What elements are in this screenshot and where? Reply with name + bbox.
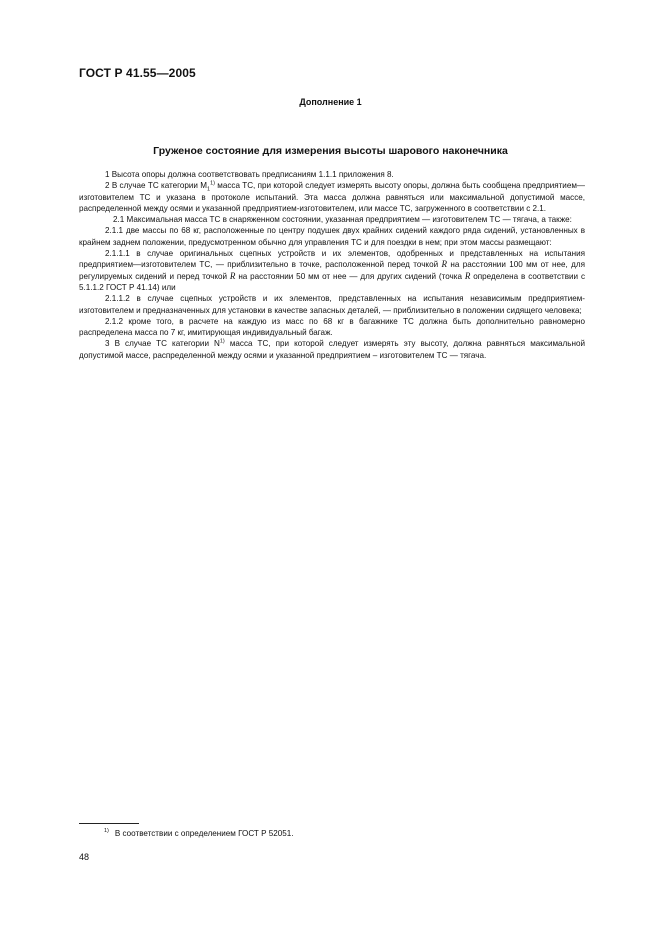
paragraph-2-1-2: 2.1.2 кроме того, в расчете на каждую из масс по 68 кг в багажнике ТС должна быть дополнительно равномерно распределена масса по 7 кг, имитирующая индивидуальный багаж. [79, 316, 585, 338]
page-number: 48 [79, 852, 90, 862]
paragraph-2-1-1: 2.1.1 две массы по 68 кг, расположенные по центру подушек двух крайних сидений каждого ряда сидений, установленных в крайнем заднем положении, предусмотренном обычно для управления ТС и для поездки в нем; при этом массы размещают: [79, 226, 585, 247]
paragraph-2-text-a: 2 В случае ТС категории M [105, 181, 208, 191]
paragraph-2-1-1-2: 2.1.1.2 в случае сцепных устройств и их элементов, представленных на испытания независимым предприятием-изготовителем и предназначенных для установки в качестве запасных деталей, — приблизительно в положении сидящего человека; [79, 294, 585, 315]
paragraph-2-1-1-1-text-b: на расстоянии 100 мм от нее, для регулируемых сидений и перед точкой [79, 260, 585, 281]
appendix-label: Дополнение 1 [299, 97, 362, 107]
category-subscript: 1 [207, 186, 211, 193]
paragraph-2-text-b: масса ТС, при которой следует измерять высоту опоры, должна быть сообщена предприятием—изготовителем ТС и указана в протоколе испытаний. Эта масса должна равняться или максимальной допустимой массе, распределенной между осями и указанной предприятием-изготовителем, или массе ТС, загруженного в соответствии с 2.1. [79, 181, 585, 213]
section-title: Груженое состояние для измерения высоты шарового наконечника [153, 145, 508, 157]
paragraph-2-1: 2.1 Максимальная масса ТС в снаряженном состоянии, указанная предприятием — изготовителем ТС — тягача, а также: [113, 215, 572, 225]
footnote-ref: 1) [219, 338, 225, 345]
paragraph-2-1-1-1-text-a: 2.1.1.1 в случае оригинальных сцепных устройств и их элементов, одобренных и представленных на испытания предприятием—изготовителем ТС, — приблизительно в точке, расположенной перед точкой [79, 249, 585, 270]
paragraph-1: 1 Высота опоры должна соответствовать предписаниям 1.1.1 приложения 8. [105, 170, 394, 179]
paragraph-3-text-b: масса ТС, при которой следует измерять эту высоту, должна равняться максимальной допустимой массе, распределенной между осями и указанной предприятием – изготовителем ТС — тягача. [79, 339, 585, 360]
footnote [104, 829, 294, 838]
point-r-symbol: R [464, 270, 471, 281]
paragraph-3-text-a: 3 В случае ТС категории N [105, 339, 220, 349]
paragraph-2-1-1-1-text-d: определена в соответствии с 5.1.1.2 ГОСТ Р 41.14) или [79, 271, 586, 292]
point-r-symbol: R [441, 259, 447, 270]
point-r-symbol: R [229, 270, 236, 281]
footnote-ref: 1) [210, 180, 215, 187]
paragraph-2-1-1-1 [79, 248, 585, 293]
footnote-text: В соответствии с определением ГОСТ Р 52051. [114, 829, 294, 838]
paragraph-2 [79, 180, 585, 214]
footnote-mark: 1) [104, 828, 109, 835]
paragraph-2-1-1-1-text-c: на расстоянии 50 мм от нее — для других сидений (точка [235, 271, 465, 281]
body-text [79, 169, 585, 361]
document-header: ГОСТ Р 41.55—2005 [79, 66, 196, 80]
footnote-divider [79, 823, 139, 824]
paragraph-3 [79, 338, 585, 361]
